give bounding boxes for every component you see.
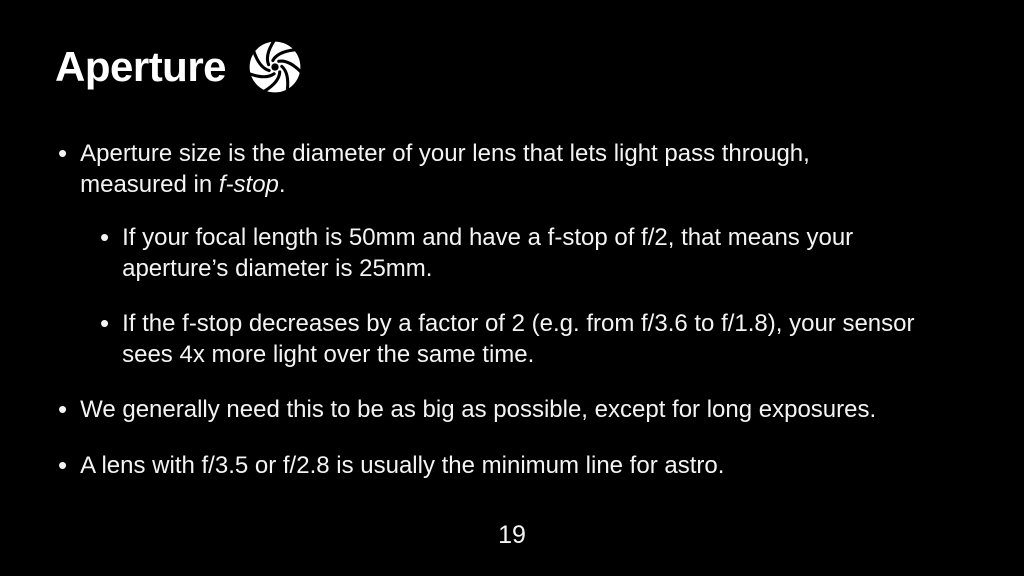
- bullet-line-suffix: .: [278, 171, 286, 198]
- bullet-marker: •: [100, 308, 110, 338]
- bullet-line: aperture’s diameter is 25mm.: [122, 255, 433, 282]
- bullet-line: sees 4x more light over the same time.: [122, 341, 535, 368]
- slide-header: [55, 38, 304, 96]
- bullet-text: [80, 450, 724, 481]
- bullet-marker: •: [58, 450, 68, 480]
- aperture-icon: [246, 38, 304, 96]
- bullet-line: A lens with f/3.5 or f/2.8 is usually the minimum line for astro.: [80, 452, 725, 479]
- bullet-item-aperture-size: [58, 138, 810, 200]
- bullet-text: [80, 394, 876, 425]
- bullet-item-focal-length-example: [100, 222, 853, 284]
- bullet-item-fstop-decrease: [100, 308, 914, 370]
- bullet-marker: •: [58, 138, 68, 168]
- bullet-line: If your focal length is 50mm and have a f-stop of f/2, that means your: [122, 224, 854, 251]
- bullet-line: If the f-stop decreases by a factor of 2 (e.g. from f/3.6 to f/1.8), your sensor: [122, 310, 915, 337]
- bullet-line-prefix: measured in: [80, 171, 219, 198]
- bullet-line: We generally need this to be as big as possible, except for long exposures.: [80, 396, 877, 423]
- bullet-item-big-as-possible: [58, 394, 876, 425]
- bullet-item-minimum-for-astro: [58, 450, 724, 481]
- bullet-text: [122, 222, 853, 284]
- bullet-marker: •: [58, 394, 68, 424]
- bullet-line: [80, 169, 810, 200]
- page-number: 19: [498, 521, 526, 549]
- bullet-text: [122, 308, 914, 370]
- bullet-marker: •: [100, 222, 110, 252]
- bullet-line: Aperture size is the diameter of your lens that lets light pass through,: [80, 140, 810, 167]
- fstop-italic-term: f-stop: [218, 171, 279, 198]
- slide-title: Aperture: [55, 42, 227, 90]
- bullet-text: [80, 138, 810, 200]
